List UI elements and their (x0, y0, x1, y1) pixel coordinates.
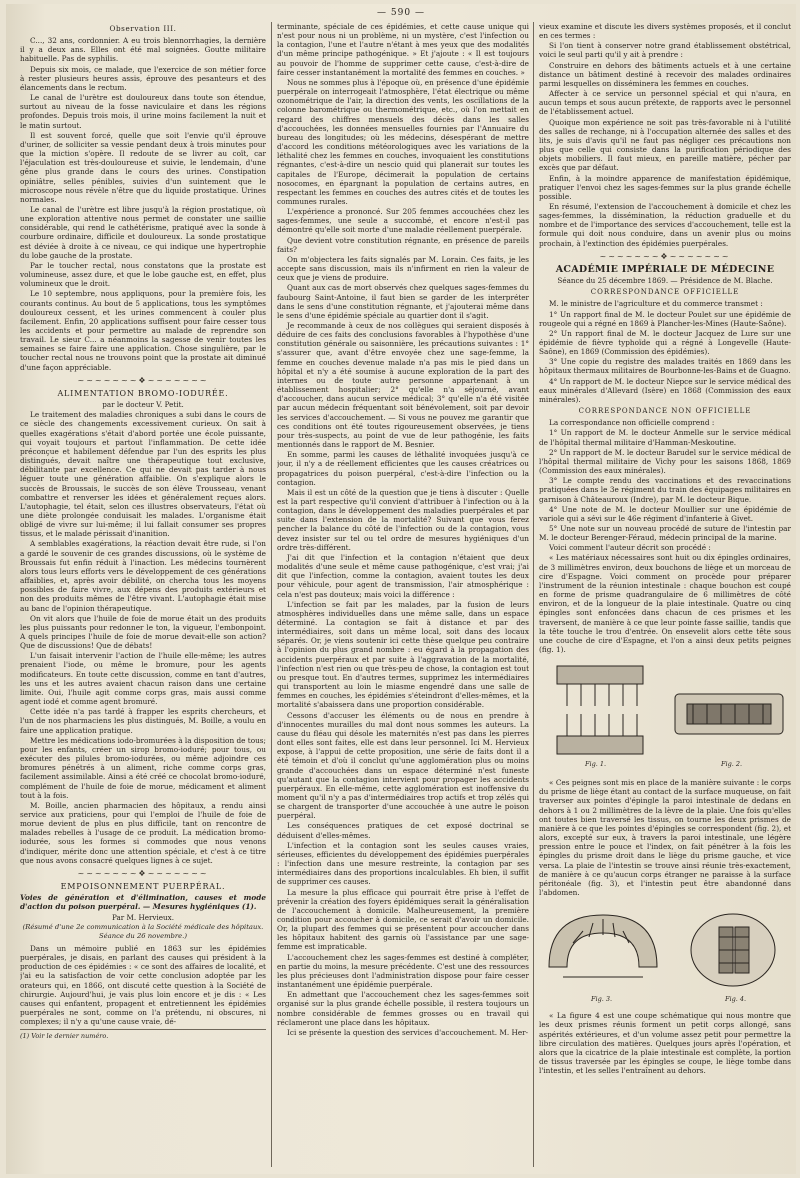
paragraph: J'ai dit que l'infection et la contagion n'étaient que deux modalités d'une seule et même cause pathogénique, c'est vrai; j'ai dit que l'infection, comme la contagion, avaient toutes les deux pour véhicule, pour agent de transmission, l'air atmosphérique : cela n'est pas douteux; mais voici la différence : (277, 552, 529, 599)
paragraph: Quoique mon expérience ne soit pas très-favorable ni à l'utilité des salles de rechange, ni à l'occupation alternée des salles et des lits, je suis d'avis qu'il ne faut pas négliger ces précautions non plus que celle qui consiste dans la purification périodique des objets mobiliers. Il faut mieux, en pareille matière, pécher par excès que par défaut. (539, 117, 791, 173)
paragraph: « La figure 4 est une coupe schématique qui nous montre que les deux prismes réunis forment un petit corps allongé, sans aspérités extérieures, et d'un volume assez petit pour permettre la libre circulation des matières. Quelques jours après l'opération, et alors que la cicatrice de la plaie intestinale est complète, la portion de tissus traversée par les épingles se coupe, le liège tombe dans l'intestin, et les selles l'entraînent au dehors. (539, 1011, 791, 1076)
paragraph: Le traitement des maladies chroniques a subi dans le cours de ce siècle des changements excessivement curieux. On sait à quelles exagérations s'était d'abord portée une école puissante, qui voyait toujours et partout l'inflammation. De cette idée préconçue et habilement défendue par l'un des esprits les plus distingués, devait naître une thérapeutique tout exclusive, débilitante par excellence. Ce qui ne devait pas tarder à nous léguer toute une génération affaiblie. On s'explique alors le succès de Broussais, le succès de son élève Trousseau, venant combattre et renverser les idées et généralement reçues alors. L'autophagie, tel était, selon ces illustres observateurs, l'état où une diète prolongée conduisait les malades. L'organisme était obligé de vivre sur lui-même; il lui fallait consumer ses propres tissus, et le malade périssait d'inanition. (20, 410, 266, 539)
paragraph: Construire en dehors des bâtiments actuels et à une certaine distance un bâtiment destiné à recevoir des malades ordinaires parmi lesquelles on disséminera les femmes en couches. (539, 60, 791, 88)
column-left (20, 22, 266, 1167)
paragraph: 1° Un rapport final de M. le docteur Poulet sur une épidémie de rougeole qui a régné en 1869 à Plancher-les-Mines (Haute-Saône). (539, 309, 791, 328)
paragraph: On vit alors que l'huile de foie de morue était un des produits les plus puissants pour redonner le ton, la vigueur, l'embonpoint. A quels principes l'huile de foie de morue devait-elle son action? Que de discussions! Que de débats! (20, 613, 266, 651)
paragraph: Ici se présente la question des services d'accouchement. M. Her- (287, 1027, 529, 1037)
paragraph: M. Boille, ancien pharmacien des hôpitaux, a rendu ainsi service aux praticiens, pour qui l'emploi de l'huile de foie de morue devient de plus en plus difficile, tant on rencontre de malades rebelles à l'usage de ce produit. La médication bromo-iodurée, sous les formes si commodes que nous venons d'indiquer, mérite donc une attention spéciale, et c'est à ce titre que nous avons consacré quelques lignes à ce sujet. (20, 800, 266, 865)
observation-title: Observation III. (109, 24, 177, 33)
paragraph: La correspondance non officielle comprend : (549, 418, 715, 428)
paragraph: Le canal de l'urètre est douloureux dans toute son étendue, surtout au niveau de la fosse naviculaire et dans les régions profondes. Depuis trois mois, il urine moins facilement la nuit et le matin surtout. (20, 93, 266, 130)
paragraph: 1° Un rapport de M. le docteur Anmelle sur le service médical de l'hôpital thermal militaire d'Hamman-Meskoutine. (539, 428, 791, 447)
alimentation-body (20, 410, 266, 865)
article-note: (Résumé d'une 2e communication à la Société médicale des hôpitaux. Séance du 26 novembre.) (22, 922, 264, 940)
paragraph: Enfin, à la moindre apparence de manifestation épidémique, pratiquer l'envoi chez les sages-femmes sur la plus grande échelle possible. (539, 173, 791, 201)
article-title-alimentation: ALIMENTATION BROMO-IODURÉE. (57, 388, 229, 398)
paragraph: 3° Une copie du registre des malades traités en 1869 dans les hôpitaux thermaux militaires de Bourbonne-les-Bains et de Guagno. (539, 357, 791, 376)
suture-placement-illustration (671, 684, 787, 744)
figure-3-label: Fig. 3. (591, 995, 613, 1004)
footnote: (1) Voir le dernier numéro. (20, 1029, 266, 1041)
article-subtitle: Voies de génération et d'élimination, causes et mode d'action du poison puerpéral. — Mesures hygiéniques (1). (20, 893, 266, 912)
paragraph: Cessons d'accuser les éléments ou de nous en prendre à d'innocentes murailles du mal dont nous sommes les auteurs. La cause du fléau qui désole les maternités n'est pas dans les pierres dont elles sont faites, elle est dans leur personnel. Ici M. Hervieux expose, à l'appui de cette proposition, une série de faits dont il a été témoin et d'où il conclut qu'une agglomération plus ou moins grande d'accouchées dans un espace déterminé n'est funeste qu'autant que la contagion intervient pour propager les accidents puerpéraux. En elle-même, cette agglomération est inoffensive du moment qu'il n'y a pas d'intermédiaires trop actifs et trop zélés qui se chargent de transporter d'une accouchée à une autre le poison puerpéral. (277, 710, 529, 821)
cross-section-illustration (685, 909, 781, 991)
paragraph: On m'objectera les faits signalés par M. Lorain. Ces faits, je les accepte sans discussion, mais ils n'infirment en rien la valeur de ceux que je viens de produire. (277, 254, 529, 283)
figure-1-label: Fig. 1. (585, 760, 607, 769)
figure-4-label: Fig. 4. (725, 995, 747, 1004)
figures-3-4 (539, 901, 791, 1007)
paragraph: 5° Une note sur un nouveau procédé de suture de l'intestin par M. le docteur Berenger-Féraud, médecin principal de la marine. (539, 523, 791, 543)
paragraph: L'infection et la contagion sont les seules causes vraies, sérieuses, efficientes du développement des épidémies puerpérales : l'infection dans une mesure restreinte, la contagion par ses intermédiaires dans des proportions incalculables. Eh bien, il suffit de supprimer ces causes. (277, 840, 529, 887)
column-right (539, 22, 791, 1167)
paragraph: En admettant que l'accouchement chez les sages-femmes soit organisé sur la plus grande échelle possible, il restera toujours un nombre considérable de femmes grosses ou en travail qui réclameront une place dans les hôpitaux. (277, 990, 529, 1027)
paragraph: 4° Une note de M. le docteur Moullier sur une épidémie de variole qui a sévi sur le 46e régiment d'infanterie à Givet. (539, 504, 791, 523)
article-author: par le docteur V. Petit. (102, 400, 184, 410)
paragraph: Je recommande à ceux de nos collègues qui seraient disposés à déduire de ces faits des conclusions favorables à l'hypothèse d'une constitution générale ou saisonnière, les précautions suivantes : 1° s'assurer que, avant d'être envoyée chez une sage-femme, la femme en couches devenue malade n'a pas mis le pied dans un hôpital et n'y a été soumise à aucune exploration de la part des internes ou de toute autre personne appartenant à un établissement hospitalier; 2° qu'elle n'a séjourné, avant d'accoucher, dans aucun service médical; 3° qu'elle n'a été visitée par aucun médecin fréquentant soit bénévolement, soit par devoir les services d'accouchement. — Si vous ne pouvez me garantir que ces conditions ont été toutes rigoureusement observées, je tiens pour très-suspects, au point de vue de leur pathogénie, les faits mentionnés dans le rapport de M. Besnier. (277, 321, 529, 450)
paragraph: Il est souvent forcé, quelle que soit l'envie qu'il éprouve d'uriner, de solliciter sa vessie pendant deux à trois minutes pour que la miction s'opère. Il redoute de se livrer au coït, car l'éjaculation est très-douloureuse et suivie, le lendemain, d'une gêne plus grande dans le cours des urines. Constipation opiniâtre, selles pénibles, suivies d'un suintement que le microscope nous révèle n'être que du liquide prostatique. Urines normales. (20, 130, 266, 204)
section-ornament: ~~~~~~~❖~~~~~~~ (599, 251, 731, 261)
figure-2-label: Fig. 2. (721, 760, 743, 769)
paragraph: Affecter à ce service un personnel spécial et qui n'aura, en aucun temps et sous aucun prétexte, de rapports avec le personnel de l'établissement actuel. (539, 89, 791, 117)
academy-session: Séance du 25 décembre 1869. — Présidence de M. Blache. (557, 276, 773, 286)
paragraph: Si l'on tient à conserver notre grand établissement obstétrical, voici le seul parti qu'il y ait à prendre : (539, 41, 791, 60)
paragraph: L'accouchement chez les sages-femmes est destiné à compléter, en partie du moins, la mesure précédente. C'est une des ressources les plus précieuses dont l'administration dispose pour faire cesser instantanément une épidémie puerpérale. (277, 952, 529, 990)
paragraph: 4° Un rapport de M. le docteur Niepce sur le service médical des eaux minérales d'Allevard (Isère) en 1868 (Commission des eaux minérales). (539, 376, 791, 404)
paragraph: Que devient votre constitution régnante, en présence de pareils faits? (277, 235, 529, 254)
paragraph: Voici comment l'auteur décrit son procédé : (549, 543, 711, 553)
paragraph: Par le toucher rectal, nous constatons que la prostate est volumineuse, assez dure, et que le lobe gauche est, en effet, plus volumineux que le droit. (20, 260, 266, 289)
paragraph: Quant aux cas de mort observés chez quelques sages-femmes du faubourg Saint-Antoine, il faut bien se garder de les interpréter dans le sens d'une constitution régnante, et j'ajouterai même dans le sens d'une épidémie spéciale au quartier dont il s'agit. (277, 283, 529, 320)
column-divider (533, 22, 534, 1167)
section-ornament: ~~~~~~~❖~~~~~~~ (77, 375, 209, 385)
column-middle (277, 22, 529, 1167)
correspondence-unofficial-title: CORRESPONDANCE NON OFFICIELLE (578, 407, 752, 416)
paragraph: 2° Un rapport de M. le docteur Barudel sur le service médical de l'hôpital thermal militaire de Vichy pour les saisons 1868, 1869 (Commission des eaux minérales). (539, 447, 791, 476)
paragraph: Mettre les médications iodo-bromurées à la disposition de tous; pour les enfants, créer un sirop bromo-ioduré; pour tous, ou exécuter des pilules bromo-iodurées, ou même adjoindre ces bromures pénétrés à un aliment, riche comme corps gras, facilement assimilable. Ainsi a été créé ce chocolat bromo-ioduré, complément de l'huile de foie de morue, médicament et aliment tout à la fois. (20, 735, 266, 800)
suture-comb-illustration (547, 662, 657, 758)
paragraph: terminante, spéciale de ces épidémies, et cette cause unique qui n'est pour nous ni un problème, ni un mystère, c'est l'infection ou la contagion, l'une et l'autre n'étant à mes yeux que des modalités d'un même principe pathogénique. » Et j'ajoute : « Il est toujours au pouvoir de l'homme de supprimer cette cause, c'est-à-dire de faire cesser instantanément la mortalité des femmes en couches. » (277, 22, 529, 77)
paragraph: En somme, parmi les causes de léthalité invoquées jusqu'à ce jour, il n'y a de réellement efficientes que les causes créatrices ou propagatrices du poison puerpéral, c'est-à-dire l'infection ou la contagion. (277, 450, 529, 487)
paragraph: Le canal de l'urètre est libre jusqu'à la région prostatique, où une exploration attentive nous permet de constater une saillie considérable, qui rend le cathétérisme, pratiqué avec la sonde à courbure ordinaire, difficile et douloureux. La sonde prostatique est déviée à droite à ce niveau, ce qui indique une hypertrophie du lobe gauche de la prostate. (20, 204, 266, 260)
paragraph: vieux examine et discute les divers systèmes proposés, et il conclut en ces termes : (539, 22, 791, 41)
column-divider (271, 22, 272, 1167)
paragraph: La mesure la plus efficace qui pourrait être prise à l'effet de prévenir la création des foyers épidémiques serait la généralisation de l'accouchement à domicile. Malheureusement, la première condition pour accoucher à domicile, ce serait d'avoir un domicile. Or, la plupart des femmes qui se présentent pour accoucher dans les hôpitaux habitent des garnis où l'assistance par une sage-femme est impraticable. (277, 887, 529, 952)
correspondence-official-title: CORRESPONDANCE OFFICIELLE (590, 288, 740, 297)
observation-body (20, 36, 266, 372)
section-ornament: ~~~~~~~❖~~~~~~~ (77, 868, 209, 878)
paragraph: 2° Un rapport final de M. le docteur Jacquez de Lure sur une épidémie de fièvre typhoïde qui a régné à Longevelle (Haute-Saône), en 1869 (Commission des épidémies). (539, 328, 791, 357)
academy-title: ACADÉMIE IMPÉRIALE DE MÉDECINE (555, 263, 775, 275)
paragraph: L'expérience a prononcé. Sur 205 femmes accouchées chez les sages-femmes, une seule a succombé, et encore n'est-il pas démontré qu'elle soit morte d'une maladie réellement puerpérale. (277, 207, 529, 235)
paragraph: Mais il est un côté de la question que je tiens à discuter : Quelle est la part respective qu'il convient d'attribuer à l'infection ou à la contagion, dans le développement des maladies puerpérales et par suite dans l'extension de la mortalité? Suivant que vous ferez pencher la balance du côté de l'infection ou de la contagion, vous devez insister sur tel ou tel ordre de mesures hygiéniques d'un ordre très-différent. (277, 487, 529, 552)
paragraph: C..., 32 ans, cordonnier. A eu trois blennorrhagies, la dernière il y a deux ans. Elles ont été mal soignées. Goutte militaire habituelle. Pas de syphilis. (20, 36, 266, 64)
newspaper-page (6, 4, 796, 1174)
paragraph: Nous ne sommes plus à l'époque où, en présence d'une épidémie puerpérale on interrogeait l'atmosphère, l'état électrique ou même ozonométrique de l'air, la direction des vents, les oscillations de la colonne barométrique ou thermométrique, etc., où l'on mettait en regard des chiffres mensuels des décès dans les salles d'accouchées, les données mensuelles fournies par l'Annuaire du bureau des longitudes; où les médecins, désespérant de mettre d'accord les conditions météorologiques avec les variations de la léthalité chez les femmes en couches, invoquaient les constitutions régnantes, c'est-à-dire un nescio quid qui planerait sur toutes les capitales de l'Europe, décimerait la population de certains nosocomes, en épargnant la population de certains autres, en respectant les femmes en couches des autres cités et de toutes les communes rurales. (277, 77, 529, 206)
paragraph: A semblables exagérations, la réaction devait être rude, si l'on a gardé le souvenir de ces grandes discussions, où le système de Broussais fut enfin réduit à l'inaction. Les médecins tournèrent alors tous leurs efforts vers le développement de ces générations affaiblies, et, après avoir débilité, on chercha tous les moyens possibles de faire vivre, aux dépens des produits extérieurs et non des produits mêmes de l'être vivant. L'autophagie était mise au banc de l'opinion thérapeutique. (20, 539, 266, 613)
article-title-empoisonnement: EMPOISONNEMENT PUERPÉRAL. (60, 882, 226, 892)
paragraph: L'un faisait intervenir l'action de l'huile elle-même; les autres prenaient l'iode, ou même le bromure, pour les agents modificateurs. En toute cette discussion, comme en tant d'autres, les uns et les autres avaient chacun raison dans une certaine limite. Oui, l'huile agit comme corps gras, mais aussi comme agent iodé et comme agent bromuré. (20, 651, 266, 707)
paragraph: En résumé, l'extension de l'accouchement à domicile et chez les sages-femmes, la dissémination, la réduction graduelle et du nombre et de l'importance des services d'accouchement, telle est la formule qui doit nous conduire, dans un avenir plus ou moins prochain, à l'extinction des épidémies puerpérales. (539, 201, 791, 248)
intestine-illustration (543, 907, 663, 991)
paragraph: Dans un mémoire publié en 1863 sur les épidémies puerpérales, je disais, en parlant des causes qui président à la production de ces épidémies : « ce sont des affaires de localité, et j'ai eu la satisfaction de voir cette conclusion adoptée par les orateurs qui, en 1866, ont discuté cette question à la Société de chirurgie. Aujourd'hui, je vais plus loin encore et je dis : « Les causes qui enfantent, propagent et entretiennent les épidémies puerpérales ne sont, comme on l'a prétendu, ni obscures, ni complexes; il n'y a qu'une cause vraie, dé- (20, 944, 266, 1027)
figures-1-2 (539, 658, 791, 774)
paragraph: L'infection se fait par les malades, par la fusion de leurs atmosphères individuelles dans une même salle, dans un espace déterminé. La contagion se fait à distance et par des intermédiaires, soit dans un même local, soit dans des locaux séparés. Or, je viens soutenir ici cette thèse quelque peu contraire à l'opinion du plus grand nombre : eu égard à la propagation des accidents puerpéraux et par suite à l'aggravation de la mortalité, l'infection n'est rien ou que très-peu de chose, la contagion est tout ou presque tout. En d'autres termes, supprimez les intermédiaires qui transportent au loin le miasme engendré dans une salle de femmes en couches, les épidémies s'éteindront d'elles-mêmes, et la mortalité s'abaissera dans une proportion considérable. (277, 599, 529, 710)
article-author: Par M. Hervieux. (112, 912, 174, 922)
paragraph: « Ces peignes sont mis en place de la manière suivante : le corps du prisme de liège étant au contact de la surface muqueuse, on fait traverser aux pointes d'épingle la paroi intestinale de dedans en dehors à 1 ou 2 millimètres de la lèvre de la plaie. Une fois qu'elles ont toutes bien traversé les tissus, on tourne les deux prismes de manière à ce que les pointes d'épingles se correspondent (fig. 2), et alors, excepté sur eux, à travers la paroi intestinale, une légère pression entre le pouce et l'index, on fait pénétrer à la fois les épingles du prisme droit dans le liège du prisme gauche, et vice versa. La plaie de l'intestin se trouve ainsi réunie très-exactement, de manière à ce qu'aucun corps étranger ne paraisse à la surface péritonéale (fig. 3), et l'intestin peut être abandonné dans l'abdomen. (539, 778, 791, 898)
paragraph: Depuis six mois, ce malade, que l'exercice de son métier force à rester plusieurs heures assis, éprouve des pesanteurs et des élancements dans le rectum. (20, 64, 266, 92)
paragraph: « Les matériaux nécessaires sont huit ou dix épingles ordinaires, de 3 millimètres environ, deux bouchons de liège et un morceau de cire d'Espagne. Voici comment on procède pour préparer l'instrument de la réunion intestinale : chaque bouchon est coupé en forme de prisme quadrangulaire de 6 millimètres de côté environ, et de la longueur de la plaie intestinale. Quatre ou cinq épingles sont enfoncées dans chacun de ces prismes et les traversent, de manière à ce que leur pointe fasse saillie, tandis que la tête touche le trou d'entrée. On ensevelit alors cette tête sous une couche de cire d'Espagne, et l'on a ainsi deux petits peignes (fig. 1). (539, 553, 791, 654)
paragraph: Les conséquences pratiques de cet exposé doctrinal se déduisent d'elles-mêmes. (277, 821, 529, 840)
paragraph: 3° Le compte rendu des vaccinations et des revaccinations pratiquées dans le 3e régiment du train des équipages militaires en garnison à Châteauroux (Indre), par M. le docteur Bique. (539, 476, 791, 504)
paragraph: Le 10 septembre, nous appliquons, pour la première fois, les courants continus. Au bout de 5 applications, tous les symptômes douloureux cessent, et les urines commencent à couler plus facilement. Enfin, 20 applications suffisent pour faire cesser tous les accidents et pour permettre au malade de reprendre son travail. Le sieur C... a néanmoins la sagesse de venir toutes les semaines se faire faire une application. Chose singulière, par le toucher rectal nous ne trouvons point que la prostate ait diminué d'une façon appréciable. (20, 289, 266, 372)
page-number: — 590 — (377, 8, 425, 18)
paragraph: M. le ministre de l'agriculture et du commerce transmet : (549, 299, 763, 309)
paragraph: Cette idée n'a pas tardé à frapper les esprits chercheurs, et l'un de nos pharmaciens les plus distingués, M. Boille, a voulu en faire une application pratique. (20, 707, 266, 735)
